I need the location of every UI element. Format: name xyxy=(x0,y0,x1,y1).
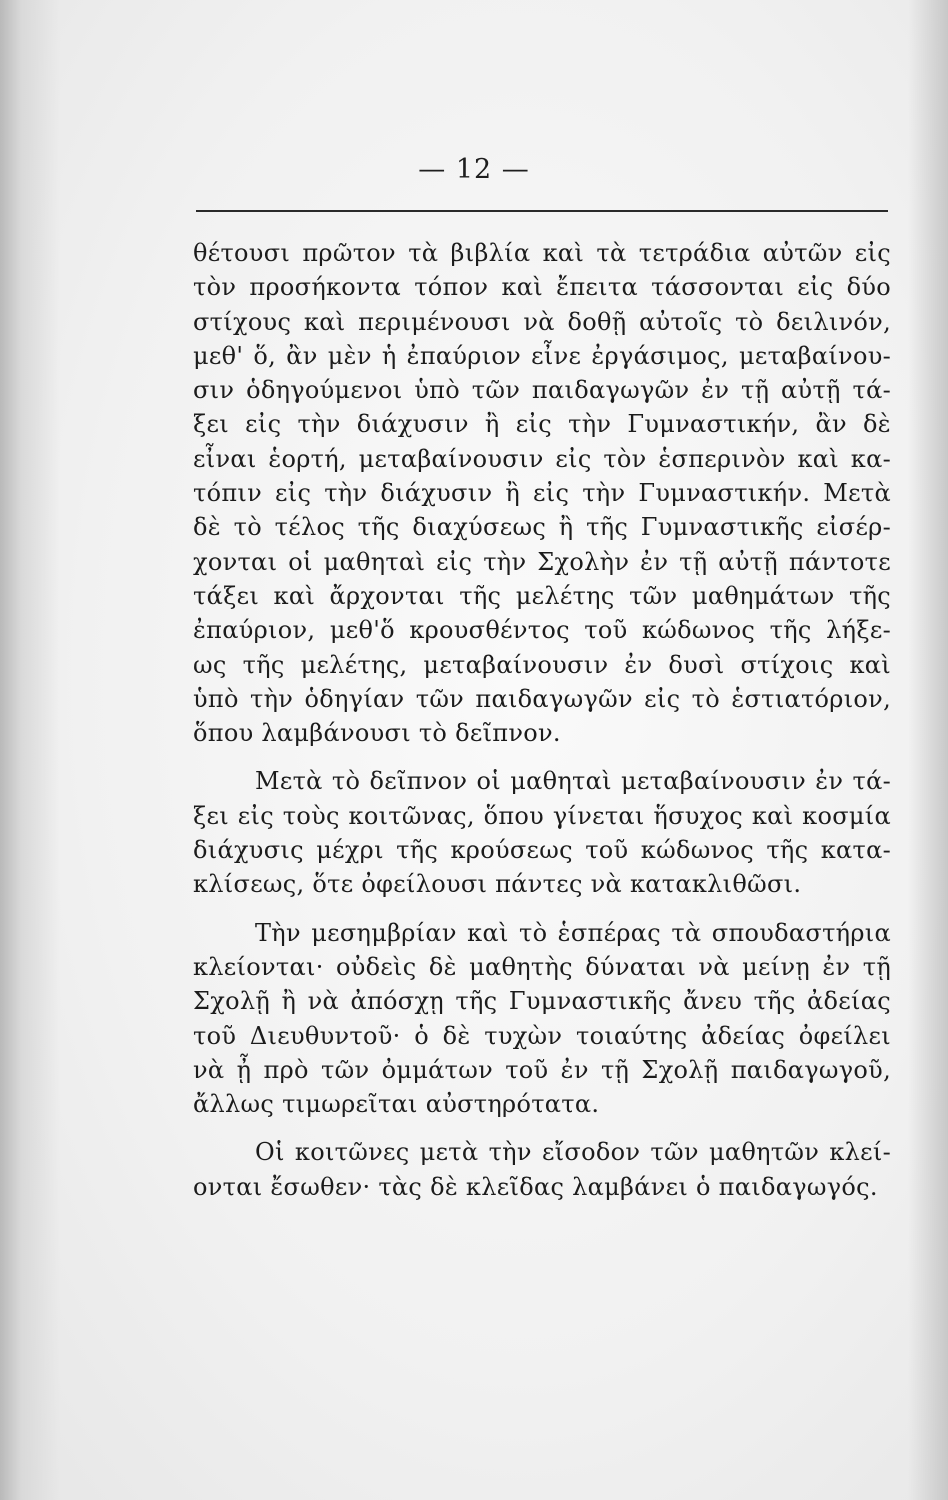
text-line: Σχολῇ ἢ νὰ ἀπόσχῃ τῆς Γυμναστικῆς ἄνευ τῆς ἀδείας xyxy=(193,987,891,1016)
paragraph-2 xyxy=(193,764,891,901)
header-rule xyxy=(196,210,888,212)
page-shadow-left xyxy=(0,0,60,1500)
paragraph-3 xyxy=(193,916,891,1122)
text-line: νὰ ᾖ πρὸ τῶν ὀμμάτων τοῦ ἐν τῇ Σχολῇ παιδαγωγοῦ, xyxy=(193,1055,891,1084)
paragraph-4 xyxy=(193,1135,891,1204)
text-line: ξει εἰς τὴν διάχυσιν ἢ εἰς τὴν Γυμναστικήν, ἂν δὲ xyxy=(193,410,891,439)
text-line: ἄλλως τιμωρεῖται αὐστηρότατα. xyxy=(193,1090,600,1119)
text-line: θέτουσι πρῶτον τὰ βιβλία καὶ τὰ τετράδια αὐτῶν εἰς xyxy=(193,239,891,267)
text-line: μεθ' ὅ, ἂν μὲν ἡ ἐπαύριον εἶνε ἐργάσιμος, μεταβαίνου- xyxy=(193,341,891,370)
body-text xyxy=(193,236,891,1204)
text-line: κλίσεως, ὅτε ὀφείλουσι πάντες νὰ κατακλιθῶσι. xyxy=(193,870,802,899)
text-line: δὲ τὸ τέλος τῆς διαχύσεως ἢ τῆς Γυμναστικῆς εἰσέρ- xyxy=(193,513,891,542)
text-line: εἶναι ἑορτή, μεταβαίνουσιν εἰς τὸν ἑσπερινὸν καὶ κα- xyxy=(193,444,891,473)
page-number: — 12 — xyxy=(418,154,530,185)
text-line: Οἱ κοιτῶνες μετὰ τὴν εἴσοδον τῶν μαθητῶν κλεί- xyxy=(255,1138,891,1167)
text-line: ξει εἰς τοὺς κοιτῶνας, ὅπου γίνεται ἥσυχος καὶ κοσμία xyxy=(193,801,891,830)
text-line: ὑπὸ τὴν ὁδηγίαν τῶν παιδαγωγῶν εἰς τὸ ἑστιατόριον, xyxy=(193,684,891,713)
text-line: Τὴν μεσημβρίαν καὶ τὸ ἑσπέρας τὰ σπουδαστήρια xyxy=(255,918,891,947)
text-line: τὸν προσήκοντα τόπον καὶ ἔπειτα τάσσονται εἰς δύο xyxy=(193,273,891,302)
text-line: τόπιν εἰς τὴν διάχυσιν ἢ εἰς τὴν Γυμναστικήν. Μετὰ xyxy=(193,479,891,508)
text-line: ως τῆς μελέτης, μεταβαίνουσιν ἐν δυσὶ στίχοις καὶ xyxy=(193,650,891,679)
text-line: ὅπου λαμβάνουσι τὸ δεῖπνον. xyxy=(193,719,561,748)
text-line: ονται ἔσωθεν· τὰς δὲ κλεῖδας λαμβάνει ὁ παιδαγωγός. xyxy=(193,1172,878,1201)
text-line: Μετὰ τὸ δεῖπνον οἱ μαθηταὶ μεταβαίνουσιν ἐν τά- xyxy=(255,767,891,796)
text-line: διάχυσις μέχρι τῆς κρούσεως τοῦ κώδωνος τῆς κατα- xyxy=(193,836,891,865)
text-line: χονται οἱ μαθηταὶ εἰς τὴν Σχολὴν ἐν τῇ αὐτῇ πάντοτε xyxy=(193,547,891,576)
text-line: τάξει καὶ ἄρχονται τῆς μελέτης τῶν μαθημάτων τῆς xyxy=(193,581,891,610)
text-line: κλείονται· οὐδεὶς δὲ μαθητὴς δύναται νὰ μείνῃ ἐν τῇ xyxy=(193,952,891,981)
paragraph-1 xyxy=(193,236,891,750)
page-shadow-right xyxy=(908,0,948,1500)
text-line: στίχους καὶ περιμένουσι νὰ δοθῇ αὐτοῖς τὸ δειλινόν, xyxy=(193,307,891,336)
text-line: σιν ὁδηγούμενοι ὑπὸ τῶν παιδαγωγῶν ἐν τῇ αὐτῇ τά- xyxy=(193,376,891,405)
text-line: τοῦ Διευθυντοῦ· ὁ δὲ τυχὼν τοιαύτης ἀδείας ὀφείλει xyxy=(193,1021,891,1050)
text-line: ἐπαύριον, μεθ'ὅ κρουσθέντος τοῦ κώδωνος τῆς λήξε- xyxy=(193,616,891,645)
